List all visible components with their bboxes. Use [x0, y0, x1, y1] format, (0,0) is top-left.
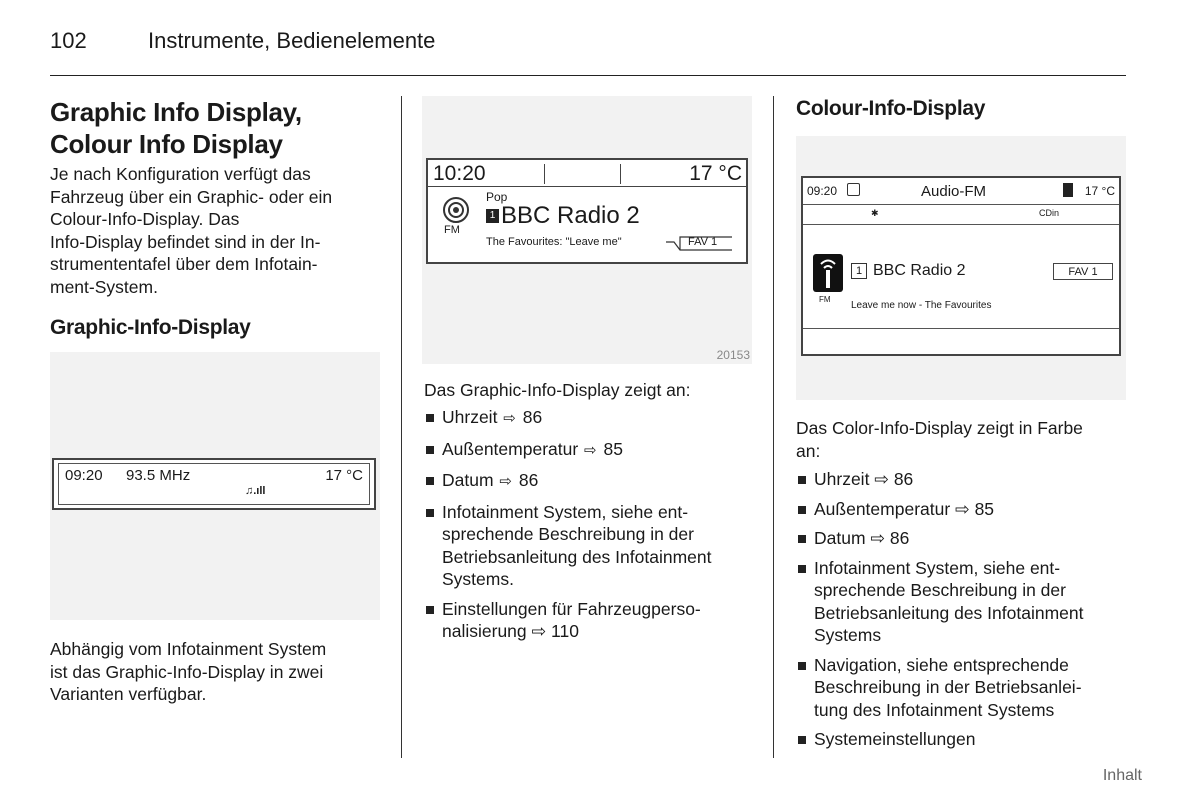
lcd-rule [803, 204, 1119, 205]
clock-icon [847, 183, 860, 196]
lcd-display-large [426, 158, 748, 264]
variants-line: ist das Graphic-Info-Display in zwei [50, 661, 324, 682]
graphic-feature-list [424, 406, 764, 643]
list-item: Infotainment System, siehe ent- sprechende Beschreibung in der Betriebsanleitung des Infotainment Systems [796, 557, 1136, 647]
lcd-temperature: 17 °C [1084, 184, 1115, 198]
lcd-separator [620, 164, 621, 184]
colour-feature-list [796, 468, 1136, 751]
lcd-separator [544, 164, 545, 184]
list-item: Datum ⇨ 86 [796, 527, 1136, 550]
list-item: Einstellungen für Fahrzeugperso- nalisierung ⇨ 110 [424, 598, 764, 643]
pty-label: Pop [486, 190, 508, 204]
colour-intro-line: Das Color-Info-Display zeigt in Farbe [796, 418, 1083, 438]
arrow-icon: ⇨ [584, 441, 597, 459]
source-title: Audio-FM [921, 183, 987, 200]
column-divider-right [773, 96, 774, 758]
lcd-time: 10:20 [433, 162, 486, 185]
lcd-display-small [52, 458, 376, 510]
preset-badge: 1 [486, 209, 499, 223]
colour-info-display-heading: Colour-Info-Display [796, 97, 986, 120]
contents-link[interactable]: Inhalt [1102, 767, 1142, 784]
broadcast-icon [442, 196, 470, 224]
radio-station-icon [813, 254, 843, 292]
arrow-icon: ⇨ [503, 410, 516, 427]
station-name: BBC Radio 2 [501, 202, 640, 229]
list-item: Uhrzeit ⇨ 86 [796, 468, 1136, 491]
fav-label: FAV 1 [688, 236, 718, 248]
intro-line: strumententafel über dem Infotain- [50, 254, 318, 274]
music-signal-icon: ♫.ıll [245, 485, 266, 497]
section-title-line1: Graphic Info Display, [50, 97, 302, 127]
radiotext: Leave me now - The Favourites [851, 300, 992, 311]
band-label: FM [819, 295, 831, 304]
lcd-rule [428, 186, 746, 187]
list-item: Uhrzeit ⇨ 86 [424, 406, 764, 431]
lcd-temperature: 17 °C [325, 467, 363, 484]
intro-line: Je nach Konfiguration verfügt das [50, 164, 311, 184]
intro-line: ment-System. [50, 276, 158, 297]
lcd-frequency: 93.5 MHz [126, 467, 191, 484]
band-label: FM [444, 224, 460, 236]
list-item: Außentemperatur ⇨ 85 [796, 498, 1136, 521]
fav-label: FAV 1 [1053, 263, 1113, 280]
page-number: 102 [50, 28, 87, 53]
list-item: Infotainment System, siehe ent- sprechende Beschreibung in der Betriebsanleitung des Infotainment Systems. [424, 501, 764, 591]
cdin-label: CDin [1039, 208, 1060, 218]
variants-line: Varianten verfügbar. [50, 684, 207, 704]
variants-line: Abhängig vom Infotainment System [50, 639, 327, 659]
lcd-time: 09:20 [807, 184, 838, 198]
lcd-time: 09:20 [65, 467, 103, 484]
thermometer-icon [1063, 183, 1073, 197]
lcd-rule [803, 328, 1119, 329]
graphic-display-figure [50, 352, 380, 620]
lcd-display-colour [801, 176, 1121, 356]
colour-intro [796, 417, 1136, 462]
preset-badge: 1 [851, 263, 867, 279]
lcd-temperature: 17 °C [689, 162, 742, 185]
list-item: Datum ⇨ 86 [424, 469, 764, 494]
lcd-rule [803, 224, 1119, 225]
lcd-inner-frame [58, 463, 370, 505]
intro-line: Colour-Info-Display. Das [50, 209, 240, 229]
intro-line: Fahrzeug über ein Graphic- oder ein [50, 186, 333, 207]
list-item: Systemeinstellungen [796, 728, 1136, 751]
graphic-intro: Das Graphic-Info-Display zeigt an: [424, 380, 691, 400]
station-name: BBC Radio 2 [873, 262, 966, 279]
radiotext: The Favourites: "Leave me" [486, 236, 622, 248]
intro-line: Info-Display befindet sind in der In- [50, 231, 321, 252]
colour-intro-line: an: [796, 440, 821, 461]
section-title-line2: Colour Info Display [50, 129, 283, 159]
list-item: Außentemperatur ⇨ 85 [424, 438, 764, 463]
intro-paragraph [50, 163, 390, 298]
column-divider-left [401, 96, 402, 758]
arrow-icon: ⇨ [499, 473, 512, 490]
variants-paragraph [50, 638, 390, 706]
colour-display-figure [796, 136, 1126, 400]
list-item: Navigation, siehe entsprechende Beschreibung in der Betriebsanlei- tung des Infotainment Systems [796, 654, 1136, 722]
graphic-info-display-heading: Graphic-Info-Display [50, 316, 251, 339]
bluetooth-icon: ✱ [871, 208, 879, 218]
graphic-display-large-figure [422, 96, 752, 364]
page-header-title: Instrumente, Bedienelemente [148, 28, 436, 53]
fav-indicator [664, 234, 734, 252]
header-divider [50, 75, 1126, 76]
section-title [50, 96, 390, 160]
figure-number: 20153 [716, 348, 750, 362]
